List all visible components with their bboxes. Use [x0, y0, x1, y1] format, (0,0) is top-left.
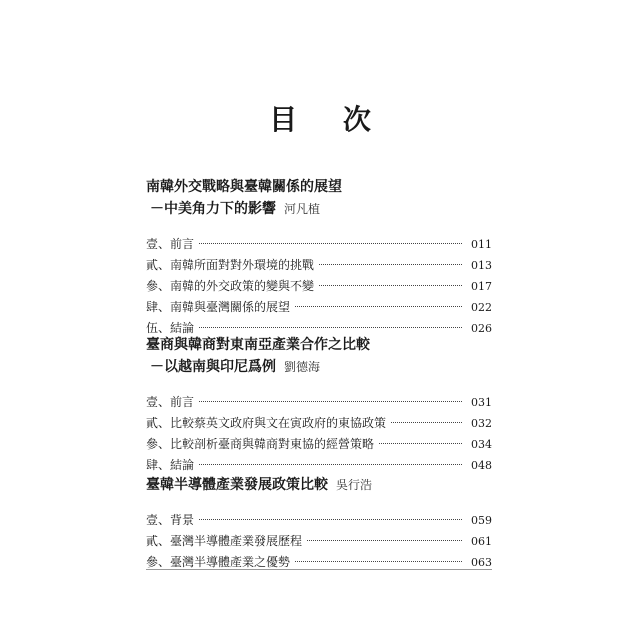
toc-entry[interactable]: [146, 510, 492, 531]
toc-entry-label: 貳、比較蔡英文政府與文在寅政府的東協政策: [146, 416, 387, 430]
toc-entry-page: 032: [471, 417, 492, 430]
toc-entry-page: 011: [471, 238, 492, 251]
toc-entry-page: 013: [471, 259, 492, 272]
toc-entry-page: 059: [471, 514, 492, 527]
toc-entry-label: 貳、南韓所面對對外環境的挑戰: [146, 258, 315, 272]
chapter-3: [146, 474, 492, 573]
toc-entry-label: 肆、結論: [146, 458, 195, 472]
toc-entry-label: 壹、背景: [146, 513, 195, 527]
toc-entry[interactable]: [146, 297, 492, 318]
toc-entry[interactable]: [146, 413, 492, 434]
chapter-heading: [146, 176, 492, 198]
toc-entry[interactable]: [146, 255, 492, 276]
toc-entry[interactable]: [146, 392, 492, 413]
chapter-subtitle: －以越南與印尼爲例: [150, 359, 276, 375]
bottom-divider: [146, 569, 492, 570]
toc-entry-label: 參、南韓的外交政策的變與不變: [146, 279, 315, 293]
toc-entry-page: 017: [471, 280, 492, 293]
toc-entry-page: 063: [471, 556, 492, 569]
toc-entry[interactable]: [146, 276, 492, 297]
toc-entry-page: 034: [471, 438, 492, 451]
toc-entry-label: 肆、南韓與臺灣關係的展望: [146, 300, 291, 314]
chapter-subtitle-line: [146, 198, 492, 220]
toc-entry[interactable]: [146, 234, 492, 255]
toc-entry-page: 022: [471, 301, 492, 314]
page-title: 目 次: [269, 103, 389, 136]
chapter-heading: [146, 334, 492, 356]
chapter-author: 劉德海: [284, 360, 321, 374]
chapter-author: 河凡植: [284, 202, 321, 216]
chapter-heading: [146, 474, 492, 496]
chapter-1: [146, 176, 492, 339]
toc-entry-page: 048: [471, 459, 492, 472]
dot-leader: [199, 464, 462, 465]
toc-entry-label: 參、臺灣半導體產業之優勢: [146, 555, 291, 569]
dot-leader: [391, 422, 462, 423]
toc-entry-list: [146, 392, 492, 476]
toc-entry-label: 壹、前言: [146, 237, 195, 251]
dot-leader: [199, 519, 462, 520]
dot-leader: [379, 443, 462, 444]
dot-leader: [199, 327, 462, 328]
chapter-2: [146, 334, 492, 476]
dot-leader: [319, 264, 462, 265]
dot-leader: [295, 306, 462, 307]
chapter-author: 吳行浩: [336, 478, 373, 492]
dot-leader: [295, 561, 462, 562]
toc-entry-label: 貳、臺灣半導體產業發展歷程: [146, 534, 303, 548]
toc-entry[interactable]: [146, 455, 492, 476]
toc-entry-page: 026: [471, 322, 492, 335]
chapter-subtitle: －中美角力下的影響: [150, 201, 276, 217]
toc-entry-label: 伍、結論: [146, 321, 195, 335]
toc-entry-page: 061: [471, 535, 492, 548]
dot-leader: [319, 285, 462, 286]
chapter-title: 南韓外交戰略與臺韓關係的展望: [146, 179, 342, 195]
chapter-title: 臺商與韓商對東南亞產業合作之比較: [146, 337, 370, 353]
dot-leader: [199, 243, 462, 244]
dot-leader: [307, 540, 462, 541]
toc-entry-list: [146, 234, 492, 339]
chapter-title: 臺韓半導體產業發展政策比較: [146, 477, 328, 493]
dot-leader: [199, 401, 462, 402]
toc-entry-label: 參、比較剖析臺商與韓商對東協的經營策略: [146, 437, 375, 451]
toc-entry-label: 壹、前言: [146, 395, 195, 409]
toc-entry-page: 031: [471, 396, 492, 409]
toc-entry-list: [146, 510, 492, 573]
toc-entry[interactable]: [146, 531, 492, 552]
chapter-subtitle-line: [146, 356, 492, 378]
toc-entry[interactable]: [146, 434, 492, 455]
